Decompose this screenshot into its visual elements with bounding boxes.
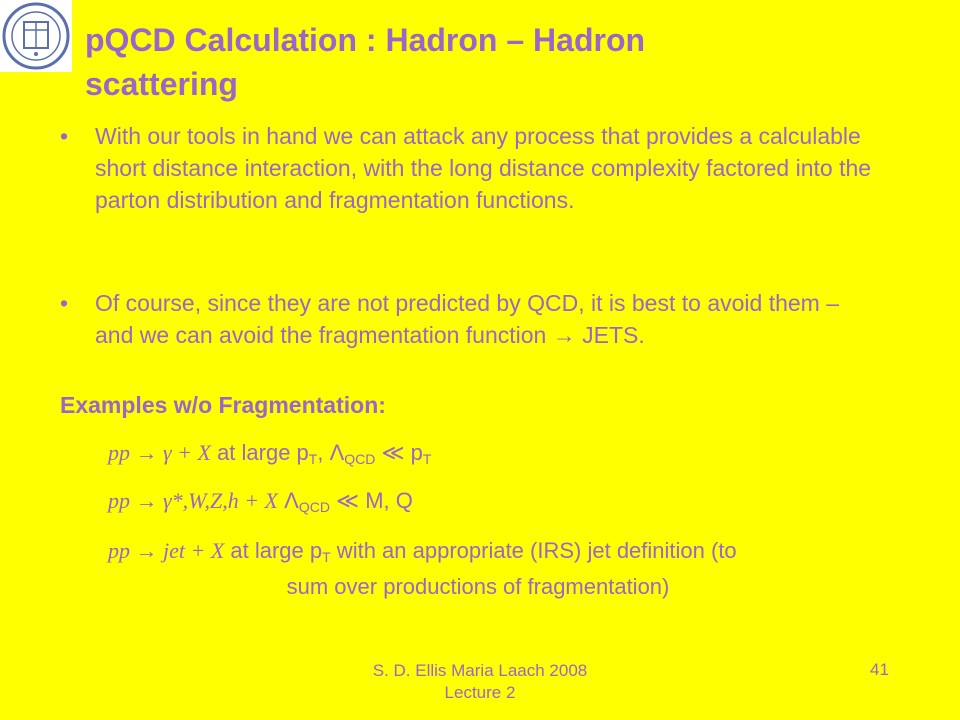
- formula: pp → γ + X: [108, 440, 211, 465]
- footer-line-1: S. D. Ellis Maria Laach 2008: [372, 661, 588, 680]
- example-text: Λ: [278, 488, 299, 513]
- example-text: with an appropriate (IRS) jet definition (to: [330, 538, 737, 563]
- bullet-marker: •: [60, 123, 69, 149]
- example-line-3: [108, 536, 848, 602]
- example-text: , Λ: [317, 440, 345, 465]
- bullet-text: With our tools in hand we can attack any process that provides a calculable short distance interaction, with the long distance complexity factored into the parton distribution and fragmentation functions.: [95, 123, 872, 213]
- bullet-item-1: [60, 120, 880, 216]
- example-text: at large p: [210, 440, 309, 465]
- slide-title: [85, 18, 905, 106]
- subscript: T: [308, 451, 318, 467]
- bullet-text: Of course, since they are not predicted by QCD, it is best to avoid them – and we can avoid the fragmentation function → JETS.: [95, 290, 840, 348]
- example-text: at large p: [224, 538, 323, 563]
- subscript: QCD: [344, 451, 376, 467]
- bullet-marker: •: [60, 290, 69, 316]
- subscript: T: [422, 451, 432, 467]
- page-number: 41: [870, 660, 889, 679]
- footer-credit: [330, 660, 630, 704]
- example-text: ≪ p: [375, 440, 423, 465]
- example-line-2: [108, 486, 413, 522]
- footer-line-2: Lecture 2: [444, 683, 516, 702]
- example-line-1: [108, 438, 431, 474]
- examples-heading: Examples w/o Fragmentation:: [60, 392, 386, 418]
- formula: pp → jet + X: [108, 538, 225, 563]
- formula: pp → γ*,W,Z,h + X: [108, 488, 278, 513]
- subscript: T: [322, 549, 331, 565]
- title-line-2: scattering: [85, 66, 238, 102]
- example-text: ≪ M, Q: [329, 488, 413, 513]
- university-seal-logo: [0, 0, 72, 72]
- subscript: QCD: [298, 499, 330, 515]
- title-line-1: pQCD Calculation : Hadron – Hadron: [85, 22, 646, 58]
- example-text-continued: sum over productions of fragmentation): [286, 574, 670, 599]
- bullet-item-2: [60, 287, 880, 351]
